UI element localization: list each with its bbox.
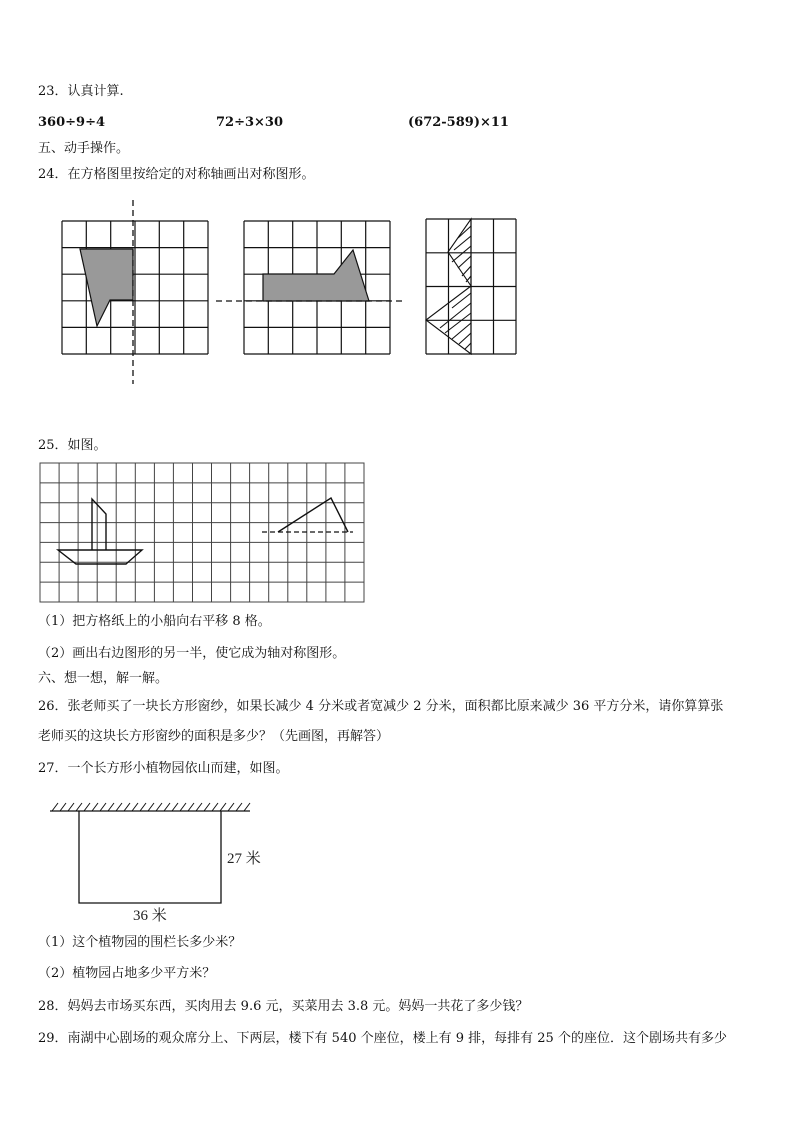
q27-height-label: 27 米 [227, 851, 261, 867]
q27-title: 27．一个长方形小植物园依山而建，如图。 [38, 761, 289, 776]
q23-title: 23．认真计算. [38, 84, 124, 99]
q25-part-1: （1）把方格纸上的小船向右平移 8 格。 [38, 614, 271, 629]
q26-line-1: 26．张老师买了一块长方形窗纱，如果长减少 4 分米或者宽减少 2 分米，面积都比原来减少 36 平方分米，请你算算张 [38, 699, 724, 714]
q27-mountain-hatch [52, 803, 250, 811]
q25-title: 25．如图。 [38, 438, 107, 453]
q26-line-2: 老师买的这块长方形窗纱的面积是多少？（先画图，再解答） [38, 729, 390, 744]
q23-expression-3: (672-589)×11 [408, 115, 509, 130]
section-6-heading: 六、想一想，解一解。 [38, 671, 169, 686]
q27-garden-rectangle [79, 811, 221, 903]
section-5-heading: 五、动手操作。 [38, 141, 130, 156]
q29-text: 29．南湖中心剧场的观众席分上、下两层，楼下有 540 个座位，楼上有 9 排，每排有 25 个的座位．这个剧场共有多少 [38, 1031, 727, 1046]
q24-title: 24．在方格图里按给定的对称轴画出对称图形。 [38, 167, 315, 182]
q27-part-1: （1）这个植物园的围栏长多少米？ [38, 935, 242, 950]
q27-part-2: （2）植物园占地多少平方米？ [38, 966, 216, 981]
q27-width-label: 36 米 [133, 908, 167, 924]
q23-expression-2: 72÷3×30 [216, 115, 284, 130]
q25-part-2: （2）画出右边图形的另一半，使它成为轴对称图形。 [38, 646, 346, 661]
q23-expression-1: 360÷9÷4 [38, 115, 106, 130]
q28-text: 28．妈妈去市场买东西，买肉用去 9.6 元，买菜用去 3.8 元。妈妈一共花了多少钱？ [38, 999, 529, 1014]
